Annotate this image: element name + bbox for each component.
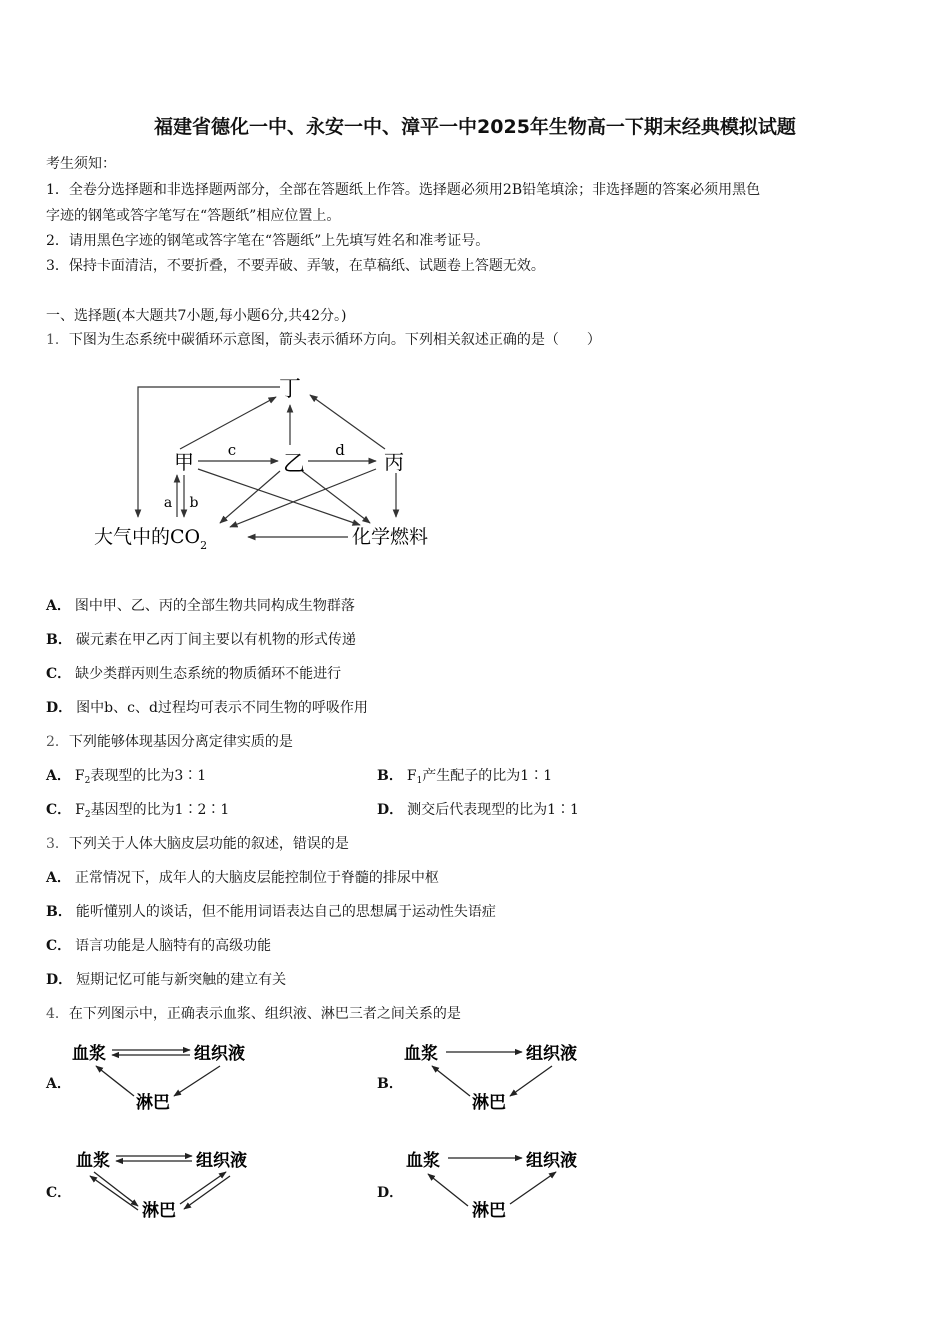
notice-item-1-cont: 字迹的钢笔或答字笔写在“答题纸”相应位置上。 <box>46 208 341 224</box>
q2-option-a[interactable]: A． $F_2$表现型的比为3∶1 <box>46 768 207 786</box>
q4-option-b[interactable]: B． <box>377 1076 403 1092</box>
svg-text:血浆: 血浆 <box>406 1151 440 1171</box>
svg-text:淋巴: 淋巴 <box>136 1093 170 1113</box>
question-2 <box>46 731 293 751</box>
question-1 <box>46 329 601 349</box>
q4-diagram-c <box>72 1146 272 1218</box>
node-bing: 丙 <box>384 450 404 474</box>
question-stem: 下列关于人体大脑皮层功能的叙述，错误的是 <box>68 836 349 852</box>
q3-option-a[interactable]: A． 正常情况下，成年人的大脑皮层能控制位于脊髓的排尿中枢 <box>46 870 439 886</box>
svg-text:血浆: 血浆 <box>72 1044 106 1064</box>
svg-text:组织液: 组织液 <box>196 1151 247 1171</box>
question-stem: 下列能够体现基因分离定律实质的是 <box>68 734 293 750</box>
q3-option-c[interactable]: C． 语言功能是人脑特有的高级功能 <box>46 938 272 954</box>
svg-text:组织液: 组织液 <box>526 1044 577 1064</box>
question-4 <box>46 1003 461 1023</box>
q1-option-c[interactable]: C． 缺少类群丙则生态系统的物质循环不能进行 <box>46 666 342 682</box>
question-number: 4． <box>46 1006 69 1022</box>
label-b: b <box>189 495 199 511</box>
notice-item-2: 2．请用黑色字迹的钢笔或答字笔在“答题纸”上先填写姓名和准考证号。 <box>46 233 490 249</box>
notice-heading: 考生须知： <box>46 156 116 172</box>
q4-option-c[interactable]: C． <box>46 1185 72 1201</box>
node-yi: 乙 <box>282 452 306 477</box>
question-3 <box>46 833 349 853</box>
q1-option-d[interactable]: D． 图中b、c、d过程均可表示不同生物的呼吸作用 <box>46 700 368 716</box>
notice-item-3: 3．保持卡面清洁，不要折叠，不要弄破、弄皱，在草稿纸、试题卷上答题无效。 <box>46 258 545 274</box>
q2-option-b[interactable]: B． $F_1$产生配子的比为1∶1 <box>377 768 553 786</box>
svg-text:淋巴: 淋巴 <box>142 1201 176 1218</box>
question-number: 1． <box>46 332 69 348</box>
q2-option-d[interactable]: D． 测交后代表现型的比为1∶1 <box>377 802 579 818</box>
page-title: 福建省德化一中、永安一中、漳平一中2025年生物高一下期末经典模拟试题 <box>154 116 796 138</box>
svg-text:血浆: 血浆 <box>404 1044 438 1064</box>
svg-text:淋巴: 淋巴 <box>472 1093 506 1113</box>
q2-option-c[interactable]: C． $F_2$基因型的比为1∶2∶1 <box>46 802 230 820</box>
arrow-bing-to-ding <box>310 395 385 449</box>
question-stem: 下图为生态系统中碳循环示意图，箭头表示循环方向。下列相关叙述正确的是（ ） <box>68 332 601 348</box>
arrow-yi-to-fuel <box>302 471 370 523</box>
node-jia: 甲 <box>174 450 194 474</box>
svg-text:淋巴: 淋巴 <box>472 1201 506 1218</box>
question-number: 2． <box>46 734 69 750</box>
carbon-cycle-diagram <box>80 365 480 565</box>
section-heading: 一、选择题(本大题共7小题,每小题6分,共42分。) <box>46 308 347 324</box>
question-number: 3． <box>46 836 69 852</box>
notice-item-1: 1．全卷分选择题和非选择题两部分，全部在答题纸上作答。选择题必须用2B铅笔填涂；非选择题的答案必须用黑色 <box>46 182 761 198</box>
q4-option-a[interactable]: A． <box>46 1076 71 1092</box>
q4-diagram-a <box>70 1040 270 1115</box>
q3-option-d[interactable]: D． 短期记忆可能与新突触的建立有关 <box>46 972 287 988</box>
node-ding: 丁 <box>278 377 302 402</box>
q3-option-b[interactable]: B． 能听懂别人的谈话，但不能用词语表达自己的思想属于运动性失语症 <box>46 904 496 920</box>
question-stem: 在下列图示中，正确表示血浆、组织液、淋巴三者之间关系的是 <box>68 1006 461 1022</box>
node-co2: 大气中的$CO_2$ <box>94 526 208 552</box>
q4-diagram-b <box>402 1040 602 1115</box>
label-a: a <box>163 495 173 511</box>
svg-text:组织液: 组织液 <box>194 1044 245 1064</box>
arrow-yi-to-co2 <box>220 471 280 523</box>
label-d: d <box>335 441 345 459</box>
svg-text:血浆: 血浆 <box>76 1151 110 1171</box>
q4-diagram-d <box>402 1146 602 1218</box>
q4-option-d[interactable]: D． <box>377 1185 404 1201</box>
svg-text:组织液: 组织液 <box>526 1151 577 1171</box>
q1-option-b[interactable]: B． 碳元素在甲乙丙丁间主要以有机物的形式传递 <box>46 632 356 648</box>
q1-option-a[interactable]: A． 图中甲、乙、丙的全部生物共同构成生物群落 <box>46 598 355 614</box>
label-c: c <box>227 441 237 459</box>
node-fuel: 化学燃料 <box>352 526 429 548</box>
arrow-bing-to-co2 <box>230 469 376 527</box>
